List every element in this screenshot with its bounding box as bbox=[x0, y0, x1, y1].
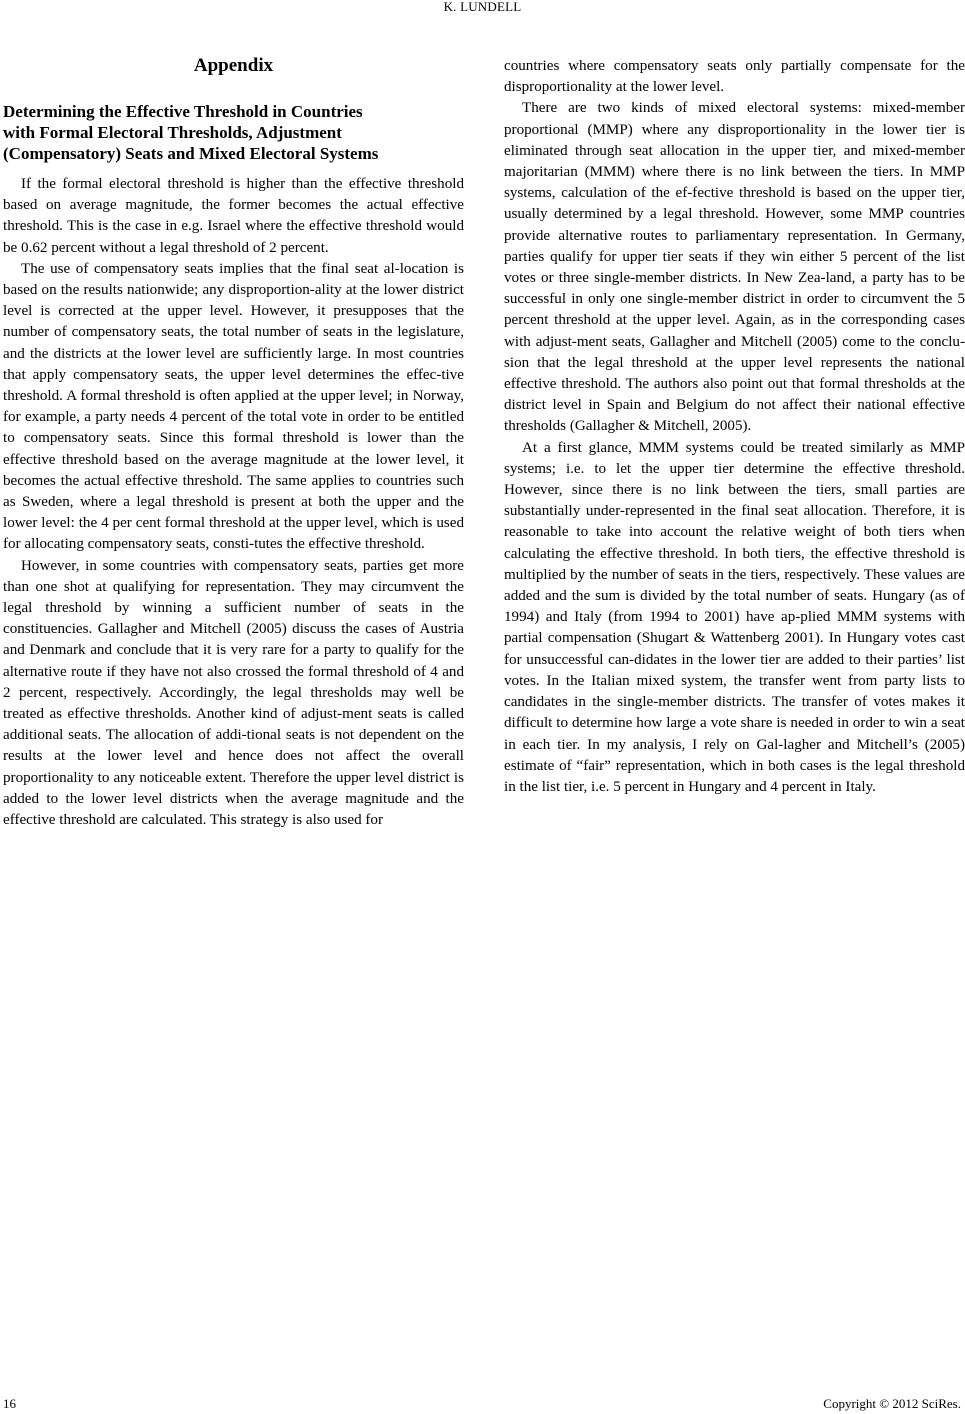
paragraph-effective-threshold: If the formal electoral threshold is higher than the effective threshold based on average magnitude, the former becomes the actual effective threshold. This is the case in e.g. Israel where the effective threshold would be 0.62 percent without a legal threshold of 2 percent. bbox=[3, 176, 464, 256]
page-number: 16 bbox=[3, 1396, 16, 1411]
right-column bbox=[504, 56, 965, 798]
paragraph-mixed-systems: There are two kinds of mixed electoral systems: mixed-member proportional (MMP) where any disproportionality in the lower tier is eliminated through seat allocation in the upper tier, and mixed-member majoritarian (MMM) where there is no link between the tiers. In MMP systems, calculation of the ef-fective threshold is based on the upper tier, usually determined by a legal threshold. However, some MMP countries provide alternative routes to parliamentary representation. In Germany, parties qualify for upper tier seats if they win either 5 percent of the list votes or three single-member districts. In New Zea-land, a party has to be successful in only one single-member district in order to circumvent the 5 percent threshold at the upper level. Again, as in the corresponding cases with adjust-ment seats, Gallagher and Mitchell (2005) come to the conclu-sion that the legal threshold at the upper level represents the national effective threshold. The authors also point out that formal thresholds at the district level in Spain and Belgium do not affect their national effective thresholds (Gallagher & Mitchell, 2005). bbox=[504, 100, 965, 435]
copyright-notice: Copyright © 2012 SciRes. bbox=[823, 1396, 961, 1411]
left-column bbox=[3, 52, 464, 831]
section-title-line: with Formal Electoral Thresholds, Adjustment bbox=[3, 123, 342, 142]
section-title-line: Determining the Effective Threshold in Countries bbox=[3, 102, 363, 121]
running-head: K. LUNDELL bbox=[443, 0, 522, 14]
appendix-title: Appendix bbox=[193, 55, 274, 76]
paragraph-compensatory-seats: The use of compensatory seats implies that the final seat al-location is based on the results nationwide; any disproportion-ality at the lower district level is corrected at the upper level. However, it presupposes that the number of compensatory seats, the total number of seats in the legislature, and the districts at the lower level are sufficiently large. In most countries that apply compensatory seats, the upper level determines the effec-tive threshold. A formal threshold is often applied at the upper level; in Norway, for example, a party needs 4 percent of the total vote in order to be entitled to compensatory seats. Since this formal threshold is lower than the effective threshold based on the average magnitude at the lower level, it becomes the actual effective threshold. The same applies to countries such as Sweden, where a legal threshold is present at both the upper and the lower level: the 4 per cent formal threshold at the upper level, which is used for allocating compensatory seats, consti-tutes the effective threshold. bbox=[3, 260, 464, 553]
paragraph-alternative-qualification: However, in some countries with compensatory seats, parties get more than one shot at qualifying for representation. They may circumvent the legal threshold by winning a sufficient number of seats in the constituencies. Gallagher and Mitchell (2005) discuss the cases of Austria and Denmark and conclude that it is very rare for a party to qualify for the alternative route if they have not also crossed the formal threshold of 4 and 2 percent, respectively. Accordingly, the legal thresholds may well be treated as effective thresholds. Another kind of adjust-ment seats is called additional seats. The allocation of addi-tional seats is not dependent on the results at the lower level and hence does not affect the overall proportionality to any noticeable extent. Therefore the upper level district is added to the lower level districts when the average magnitude and the effective threshold are calculated. This strategy is also used for bbox=[3, 557, 464, 829]
paragraph-continuation: countries where compensatory seats only partially compensate for the disproportionality at the lower level. bbox=[504, 58, 965, 96]
section-title-line: (Compensatory) Seats and Mixed Electoral Systems bbox=[3, 144, 379, 163]
section-title bbox=[3, 101, 464, 164]
paragraph-mmm-systems: At a first glance, MMM systems could be treated similarly as MMP systems; i.e. to let the upper tier determine the effective threshold. However, since there is no link between the tiers, small parties are substantially under-represented in the final seat allocation. Therefore, it is reasonable to take into account the relative weight of both tiers when calculating the effective threshold. In both tiers, the effective threshold is multiplied by the number of seats in the tiers, respectively. These values are added and the sum is divided by the total number of seats. Hungary (as of 1994) and Italy (from 1994 to 2001) have ap-plied MMM systems with partial compensation (Shugart & Wattenberg 2001). In Hungary votes cast for unsuccessful can-didates in the lower tier are added to their parties’ list votes. In the Italian mixed system, the transfer went from party lists to candidates in the single-member districts. The transfer of votes makes it difficult to determine how large a vote share is needed in order to win a seat in each tier. In my analysis, I rely on Gal-lagher and Mitchell’s (2005) estimate of “fair” representation, which in both cases is the legal threshold in the list tier, i.e. 5 percent in Hungary and 4 percent in Italy. bbox=[504, 439, 965, 795]
